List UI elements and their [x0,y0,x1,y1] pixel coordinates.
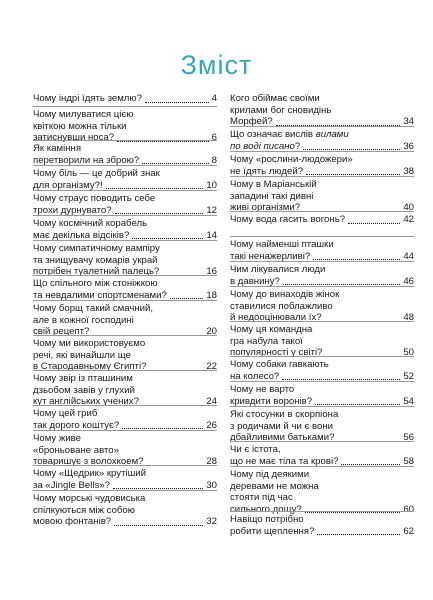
toc-entry-text: «броньоване авто» [33,444,119,456]
toc-page-number: 42 [403,214,414,225]
toc-leader-dots [114,525,203,526]
toc-leader-dots [305,512,401,513]
toc-page-number: 22 [206,361,217,372]
toc-entry[interactable] [33,493,217,528]
toc-entry-text: Навіщо потрібно [230,514,304,525]
toc-entry-text: такі ненажерливі? [230,250,311,262]
toc-entry-text: кут англійських учених? [33,396,139,407]
toc-entry-text: Чому страус поводить себе [33,193,156,204]
toc-entry-text: деревами не можна [230,480,319,492]
toc-page-number: 36 [403,140,414,152]
toc-entry-text: стояти під час [230,492,293,503]
toc-entry[interactable] [33,109,217,144]
toc-entry-text: потрібен туалетний палець? [33,266,160,277]
toc-page-number: 12 [206,204,217,216]
toc-entry-text: Що означає вислів вилами [230,129,349,140]
toc-entry-text: Чому борщ такий смачний, [33,303,154,314]
toc-entry-text: Чому біль — це добрий знак [33,168,160,179]
toc-entry-text: на колесо? [230,370,280,382]
toc-entry[interactable] [33,143,217,166]
toc-entry[interactable] [230,93,414,128]
toc-page-number: 6 [211,132,217,143]
toc-entry-text: для організму?! [33,179,103,191]
toc-entry-text: та знищувачу комарів украй [33,254,158,266]
toc-separator [33,335,217,336]
toc-entry-text: Чому ми використовуємо [33,338,146,349]
toc-entry-text: Чому космічний корабель [33,218,148,229]
toc-entry[interactable] [230,469,414,515]
toc-separator [230,441,414,442]
toc-page-number: 18 [206,289,217,301]
toc-entry-text: квіткою можна тільки [33,120,127,132]
toc-entry-text: Чому звір із пташиним [33,373,133,384]
toc-entry-text: дзьобом завів у глухий [33,384,135,396]
toc-entry-text: й недооцінювали їх? [230,312,322,323]
toc-leader-dots [145,102,209,103]
toc-entry[interactable] [33,193,217,216]
toc-entry-text: речі, які винайшли ще [33,349,131,361]
toc-entry[interactable] [33,408,217,431]
toc-page-number: 48 [403,312,414,323]
toc-entry-text: Чому «Щедрик» крутіший [33,468,147,479]
toc-entry-text: дбайливими батьками? [230,432,335,443]
toc-entry-text: западині такі дивні [230,190,314,202]
toc-page-number: 54 [403,395,414,407]
toc-entry-text: та невдалими спортсменами? [33,289,167,301]
toc-separator [230,466,414,467]
toc-entry[interactable] [230,289,414,324]
toc-entry-text: мовою фонтанів? [33,516,112,527]
toc-entry-text: в давнину? [230,275,280,287]
toc-page-number: 14 [206,229,217,241]
toc-page-number: 8 [211,154,217,166]
toc-entry[interactable] [230,129,414,152]
toc-leader-dots [132,238,203,239]
toc-entry[interactable] [33,218,217,241]
toc-entry[interactable] [230,239,414,262]
toc-entry[interactable] [230,214,414,226]
toc-entry[interactable] [230,384,414,407]
toc-page-number: 32 [206,516,217,527]
toc-page-number: 34 [403,116,414,127]
toc-entry[interactable] [230,324,414,359]
toc-entry[interactable] [33,433,217,468]
toc-entry-text: товаришує з волохкоем? [33,456,144,467]
toc-entry[interactable] [230,154,414,177]
toc-entry-text: Кого обіймає своїми [230,93,320,104]
toc-separator [33,300,217,301]
toc-entry[interactable] [33,243,217,278]
toc-entry[interactable] [33,93,217,105]
toc-page-number: 60 [403,503,414,515]
toc-entry[interactable] [33,468,217,491]
toc-entry-text: так дорого коштує? [33,419,120,431]
toc-entry-text: Чим лікувалися люди [230,264,326,275]
toc-separator [230,176,414,177]
toc-leader-dots [113,488,203,489]
toc-entry[interactable] [33,278,217,301]
toc-page-number: 46 [403,275,414,287]
toc-separator [230,126,414,127]
toc-entry-text: гра набула такої [230,335,303,347]
toc-entry[interactable] [33,303,217,338]
toc-entry-text: Чому не варто [230,384,295,395]
toc-entry-text: живі організми? [230,202,301,213]
toc-separator [230,381,414,382]
toc-entry-text: Як каміння [33,143,82,154]
toc-leader-dots [306,174,400,175]
toc-separator [230,511,414,512]
page-title: Зміст [180,50,253,80]
toc-entry-text: за «Jingle Bells»? [33,479,110,491]
toc-entry-text: затиснувши носа? [33,132,115,143]
toc-separator [33,405,217,406]
toc-separator [33,240,217,241]
toc-entry[interactable] [230,444,414,467]
toc-entry-text: перетворили на зброю? [33,154,140,166]
toc-entry-text: кривдити воронів? [230,395,313,407]
toc-separator [230,261,414,262]
toc-separator [33,165,217,166]
toc-entry-text: популярності у світі? [230,347,323,358]
toc-leader-dots [283,284,400,285]
toc-page-number: 20 [206,326,217,337]
toc-page-number: 24 [206,396,217,407]
toc-entry[interactable] [33,168,217,191]
toc-leader-dots [282,379,400,380]
toc-separator [33,465,217,466]
toc-entry-text: Чому під деякими [230,469,310,480]
toc-entry-text: Чому в Маріанській [230,179,317,190]
toc-separator [230,236,414,237]
toc-page-number: 26 [206,419,217,431]
toc-entry-text: Чому найменші пташки [230,239,334,250]
toc-entry[interactable] [33,373,217,408]
toc-separator [230,356,414,357]
toc-leader-dots [106,188,204,189]
toc-entry-text: має декілька відсіків? [33,229,130,241]
toc-page-number: 28 [206,456,217,467]
toc-page-number: 56 [403,432,414,443]
toc-separator [230,321,414,322]
toc-separator [230,406,414,407]
toc-entry-text: з родичами й чи є вони [230,420,334,432]
toc-page-number: 38 [403,165,414,177]
toc-entry[interactable] [230,409,414,444]
toc-entry-text: Морфей? [230,116,273,127]
toc-leader-dots [313,259,400,260]
toc-page-number: 58 [403,455,414,467]
toc-entry-text: Чому живе [33,433,81,444]
toc-separator [33,106,217,107]
toc-entry-text: Чому цей гриб [33,408,98,419]
toc-leader-dots [142,163,208,164]
toc-entry[interactable] [230,179,414,214]
toc-entry-text: Що спільного між стоніжкою [33,278,158,289]
toc-page-number: 30 [206,479,217,491]
toc-separator [33,430,217,431]
toc-page-number: 4 [211,93,217,104]
toc-entry-text: ставилися поблажливо [230,300,333,312]
toc-entry-text: Чому вода гасить вогонь? [230,214,346,225]
toc-leader-dots [122,428,203,429]
toc-entry-text: Чому індрі їдять землю? [33,93,142,104]
toc-page-number: 62 [403,525,414,537]
toc-entry-text: робити щеплення? [230,525,315,537]
toc-page-number: 16 [206,266,217,277]
toc-entry-text: не їдять людей? [230,165,304,177]
toc-entry-text: крилами бог сновидінь [230,104,332,116]
toc-entry-text: по воді писано? [230,140,301,152]
toc-leader-dots [348,223,400,224]
toc-separator [33,215,217,216]
toc-leader-dots [303,149,400,150]
toc-separator [33,275,217,276]
toc-entry[interactable] [230,514,414,537]
toc-entry[interactable] [230,359,414,382]
toc-separator [33,490,217,491]
toc-entry-text: сильного дощу? [230,503,302,515]
toc-entry-text: свій рецепт? [33,326,90,337]
toc-page-number: 52 [403,370,414,382]
toc-entry-text: Чому симпатичному вампіру [33,243,160,254]
toc-entry-text: трохи дурнувато? [33,204,112,216]
toc-entry-text: але в кожної господині [33,314,134,326]
toc-separator [230,151,414,152]
toc-separator [33,140,217,141]
toc-entry-text: Чому «рослини-людожери» [230,154,353,165]
toc-page-number: 10 [206,179,217,191]
toc-entry-text: Чому собаки гавкають [230,359,329,370]
toc-separator [230,286,414,287]
toc-entry-text: що не має тіла та крові? [230,455,339,467]
toc-leader-dots [341,464,400,465]
toc-entry-text: в Стародавньому Єгипті? [33,361,147,372]
toc-page-number: 40 [403,202,414,213]
toc-entry-text: Чи є істота, [230,444,281,455]
toc-entry-text: Чому милуватися цією [33,109,134,120]
toc-leader-dots [317,534,400,535]
toc-entry-text: спілкуються між собою [33,504,135,516]
toc-entry-text: Чому морські чудовиська [33,493,146,504]
toc-entry-text: Які стосунки в скорпіона [230,409,339,420]
toc-separator [33,370,217,371]
toc-separator [33,190,217,191]
toc-separator [230,211,414,212]
toc-leader-dots [170,298,204,299]
toc-leader-dots [315,404,400,405]
toc-entry-text: Чому до винаходів жінок [230,289,340,300]
toc-entry[interactable] [230,264,414,287]
toc-page-number: 44 [403,250,414,262]
toc-leader-dots [115,213,204,214]
toc-entry-text: Чому ця командна [230,324,313,335]
toc-page-number: 50 [403,347,414,358]
toc-entry[interactable] [33,338,217,373]
